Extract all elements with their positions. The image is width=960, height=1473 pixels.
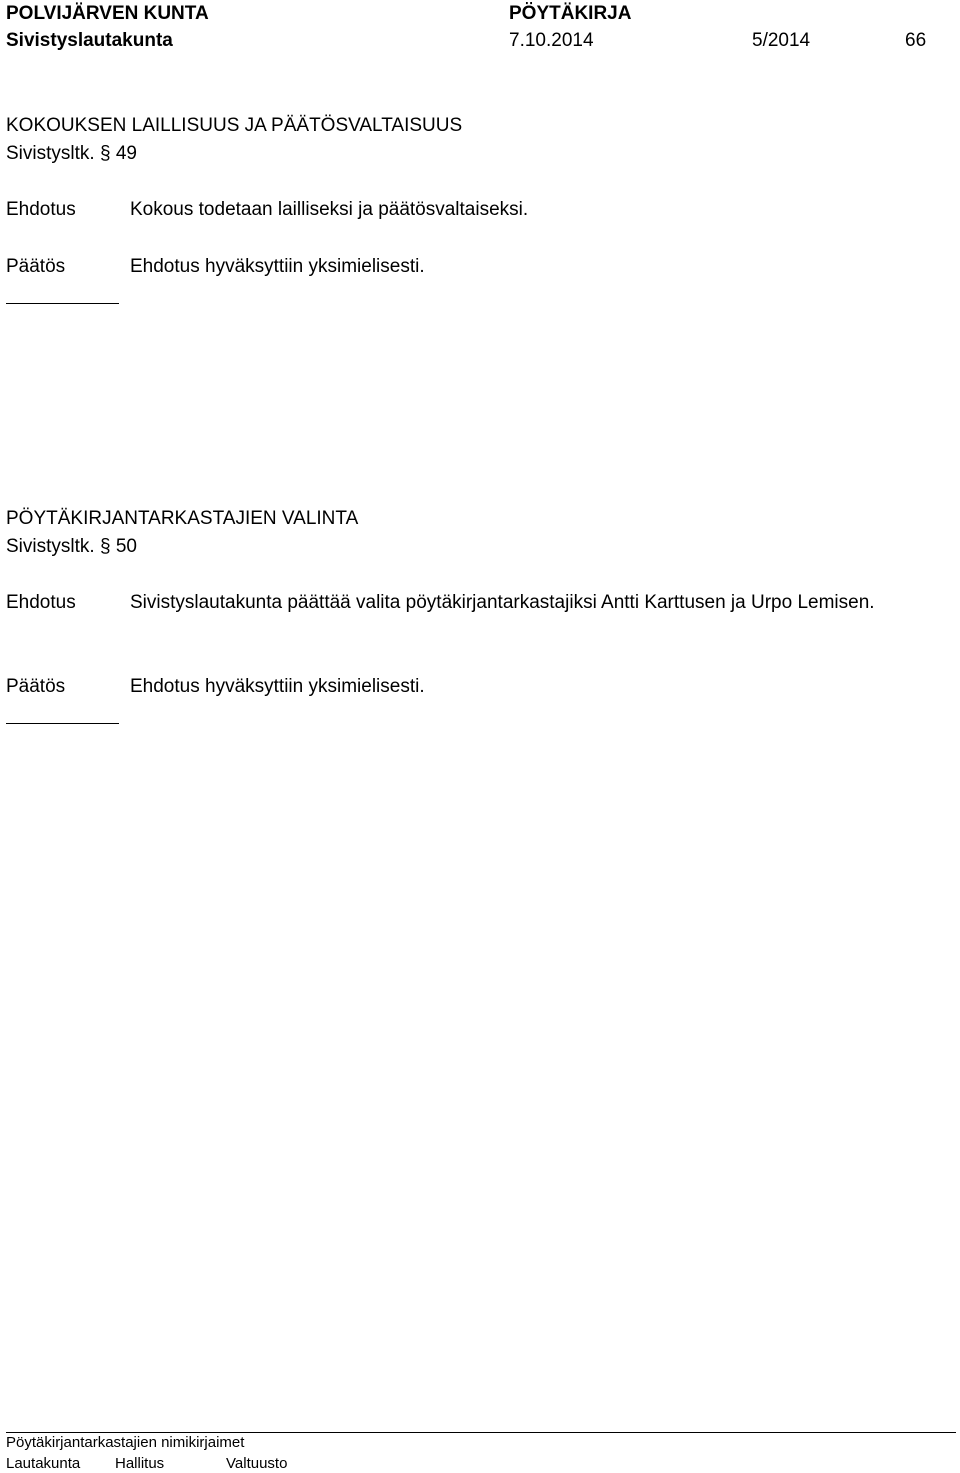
- section-reference: [6, 140, 137, 167]
- section-separator: [6, 303, 119, 304]
- proposal-text: Sivistyslautakunta päättää valita pöytäkirjantarkastajiksi Antti Karttusen ja Urpo Lemisen.: [130, 592, 875, 613]
- section-title: PÖYTÄKIRJANTARKASTAJIEN VALINTA: [6, 508, 359, 529]
- decision-label: Päätös: [6, 256, 66, 277]
- decision-text: Ehdotus hyväksyttiin yksimielisesti.: [130, 676, 425, 697]
- section-ref-number: 50: [115, 536, 137, 557]
- signatures-label: Pöytäkirjantarkastajien nimikirjaimet: [6, 1434, 245, 1451]
- decision-label: Päätös: [6, 676, 66, 697]
- section-separator: [6, 723, 119, 724]
- page-number: 66: [905, 30, 927, 51]
- proposal-label: Ehdotus: [6, 592, 76, 613]
- section-symbol: §: [99, 536, 111, 557]
- footer-column-lautakunta: Lautakunta: [6, 1455, 81, 1472]
- document-type: PÖYTÄKIRJA: [509, 3, 632, 24]
- footer-rule: [6, 1432, 956, 1433]
- meeting-date: 7.10.2014: [509, 30, 594, 51]
- proposal-text: Kokous todetaan lailliseksi ja päätösvaltaiseksi.: [130, 199, 529, 220]
- meeting-number: 5/2014: [752, 30, 811, 51]
- footer-column-hallitus: Hallitus: [115, 1455, 165, 1472]
- section-ref-prefix: Sivistysltk.: [6, 536, 95, 557]
- decision-text: Ehdotus hyväksyttiin yksimielisesti.: [130, 256, 425, 277]
- section-ref-prefix: Sivistysltk.: [6, 143, 95, 164]
- organization-name: POLVIJÄRVEN KUNTA: [6, 3, 209, 24]
- section-symbol: §: [99, 143, 111, 164]
- section-title: KOKOUKSEN LAILLISUUS JA PÄÄTÖSVALTAISUUS: [6, 115, 463, 136]
- board-name: Sivistyslautakunta: [6, 30, 173, 51]
- section-ref-number: 49: [115, 143, 137, 164]
- section-reference: [6, 533, 137, 560]
- proposal-label: Ehdotus: [6, 199, 76, 220]
- footer-column-valtuusto: Valtuusto: [226, 1455, 288, 1472]
